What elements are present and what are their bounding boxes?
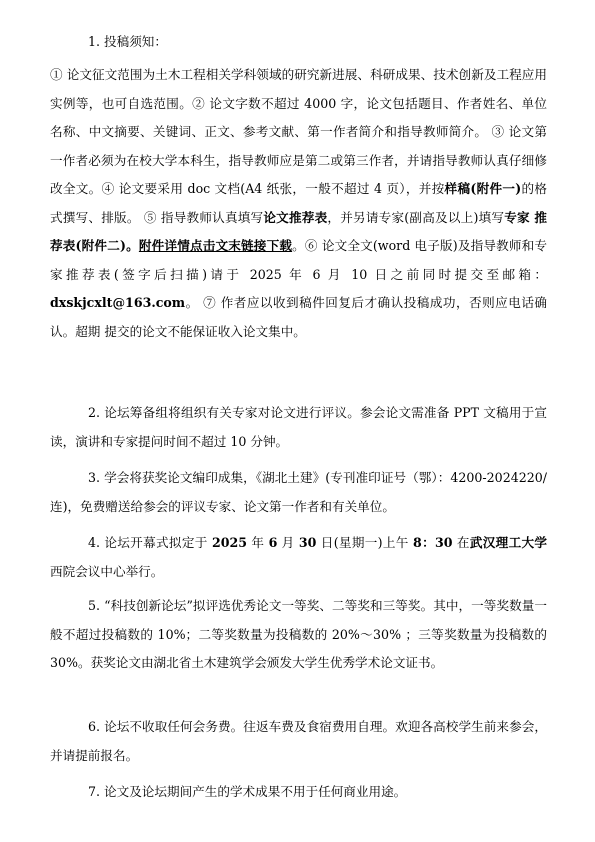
expert-form-label: 专家 推荐表(附件二) [50, 209, 547, 253]
paragraph-2: 2. 论坛筹备组将组织有关专家对论文进行评议。参会论文需准备 PPT 文稿用于宣读，演讲和专家提问时间不超过 10 分钟。 [50, 405, 547, 449]
attachment-download-link[interactable]: 附件详情点击文末链接下载 [138, 238, 293, 253]
paragraph-6: 6. 论坛不收取任何会务费。往返车费及食宿费用自理。欢迎各高校学生前来参会，并请提前报名。 [50, 719, 547, 763]
opening-time: 8：30 [413, 535, 453, 550]
recommendation-form-label: 论文推荐表 [263, 209, 328, 225]
sample-attachment-label: 样稿(附件一) [444, 181, 522, 196]
paragraph-7: 7. 论文及论坛期间产生的学术成果不用于任何商业用途。 [88, 784, 407, 799]
paragraph-5: 5. “科技创新论坛”拟评选优秀论文一等奖、二等奖和三等奖。其中，一等奖数量一般不超过投稿数的 10%；二等奖数量为投稿数的 20%～30% ；三等奖数量为投稿数的 30%。获奖论文由湖北省土木建筑学会颁发大学生优秀学术论文证书。 [50, 598, 547, 670]
paragraph-4: 4. 论坛开幕式拟定于 2025 年 6 月 30 日(星期一)上午 8：30 在武汉理工大学西院会议中心举行。 [50, 535, 547, 579]
section-heading-submission: 1. 投稿须知： [88, 34, 167, 49]
paragraph-3: 3. 学会将获奖论文编印成集，《湖北土建》(专刊准印证号（鄂）：4200-2024220/连)，免费赠送给参会的评议专家、论文第一作者和有关单位。 [50, 470, 547, 514]
submission-email[interactable]: dxskjcxlt@163.com [50, 295, 186, 310]
paragraph-1: ① 论文征文范围为土木工程相关学科领域的研究新进展、科研成果、技术创新及工程应用实例等，也可自选范围。② 论文字数不超过 4000 字，论文包括题目、作者姓名、单位名称、中文摘要、关键词、正文、参考文献、第一作者简介和指导教师简介。 ③ 论文第一作者必须为在校大学本科生，指导教师应是第二或第三作者，并请指导教师认真仔细修改全文。④ 论文要采用 doc 文档(A4 纸张，一般不超过 4 页），并按样稿(附件一)的格式撰写、排版。 ⑤ 指导教师认真填写论文推荐表，并另请专家(副高及以上)填写专家 推荐表(附件二)。附件详情点击文末链接下载。⑥ 论文全文(word 电子版)及指导教师和专家推荐表(签字后扫描)请于 2025 年 6 月 10 日之前同时提交至邮箱：dxskjcxlt@163.com。 ⑦ 作者应以收到稿件回复后才确认投稿成功，否则应电话确认。超期 提交的论文不能保证收入论文集中。 [50, 67, 548, 339]
venue-university: 武汉理工大学 [469, 535, 547, 550]
